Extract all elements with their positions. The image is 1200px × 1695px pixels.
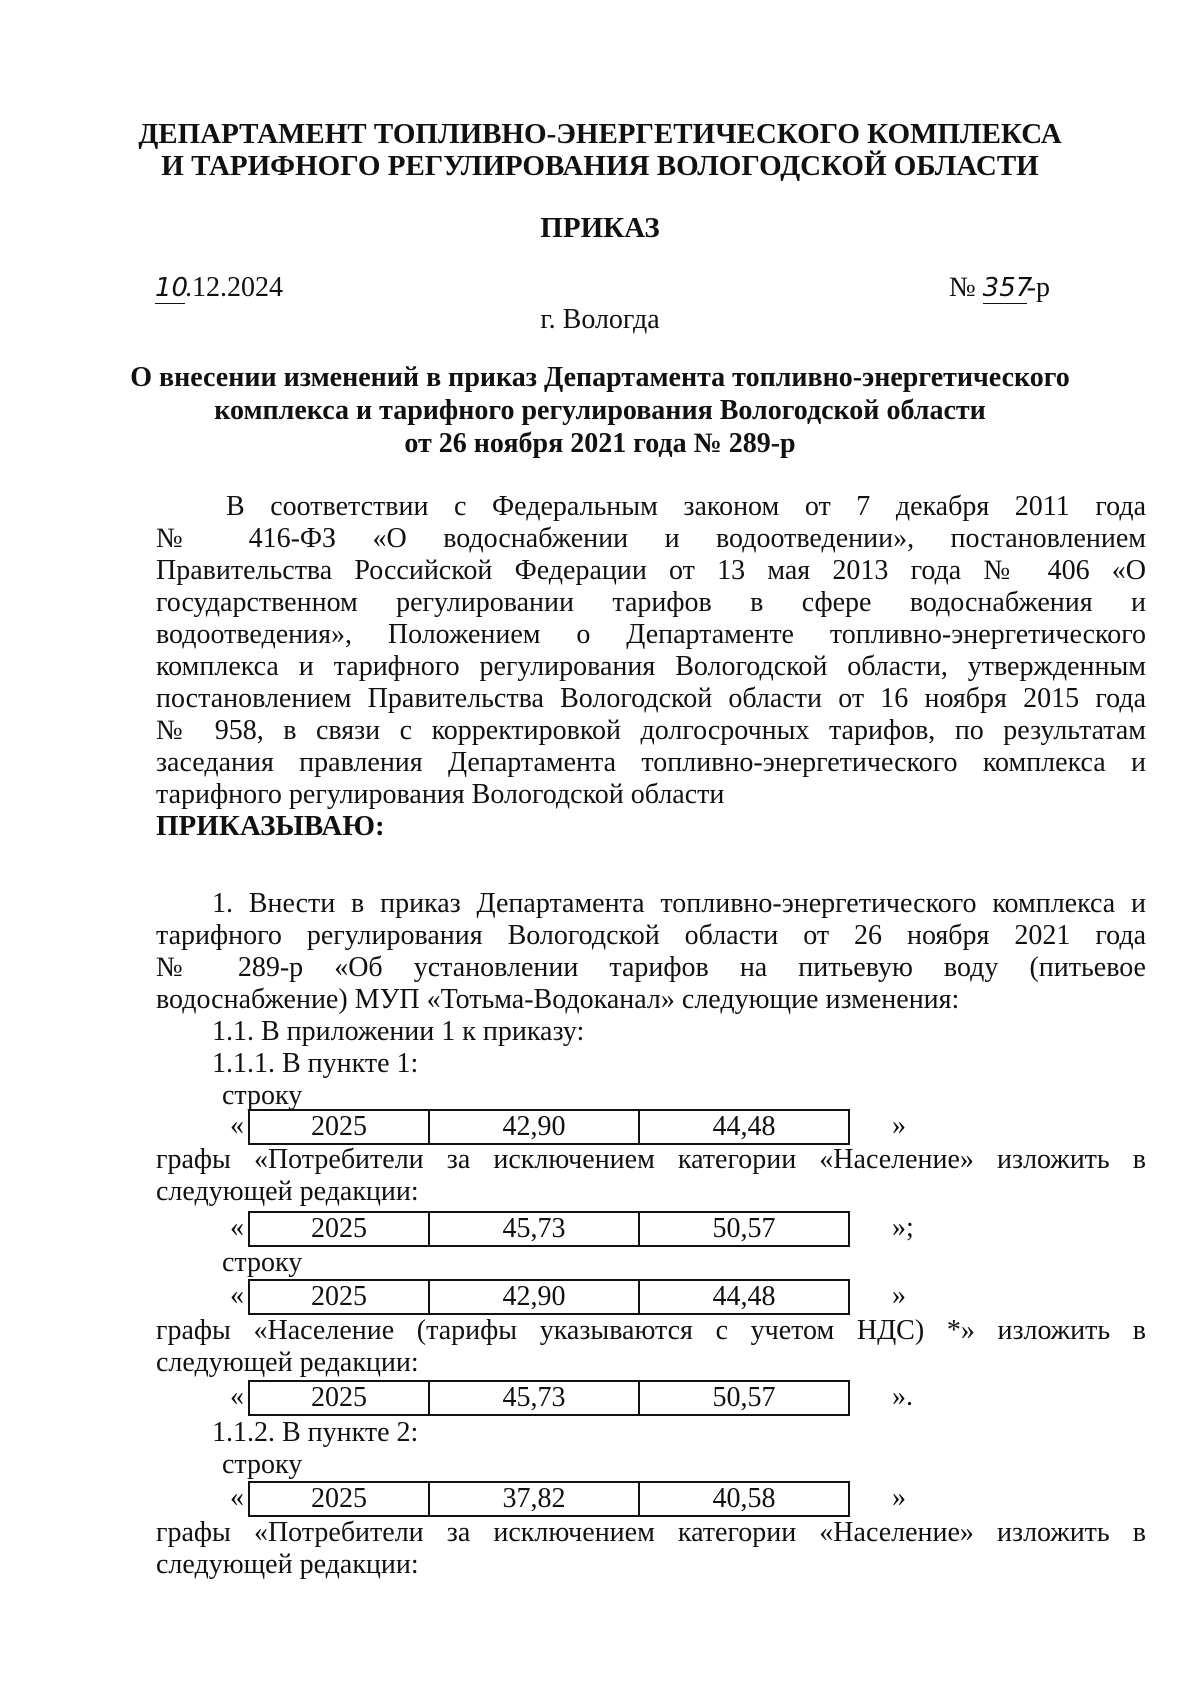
quote-close-dot: ». [892, 1381, 913, 1412]
tariff-row-old-population [248, 1279, 850, 1315]
subitem-1-1-2: 1.1.2. В пункте 2: [212, 1417, 419, 1448]
tariff-cell: 44,48 [639, 1110, 849, 1144]
quote-open: « [230, 1381, 244, 1412]
number-suffix: -р [1026, 272, 1050, 303]
document-date [155, 272, 283, 304]
title-line2: комплекса и тарифного регулирования Вологодской области [214, 395, 986, 426]
year-cell: 2025 [249, 1110, 429, 1144]
label-stroku: строку [222, 1449, 303, 1480]
date-rest: .12.2024 [185, 272, 283, 303]
tariff-cell: 45,73 [429, 1381, 639, 1415]
grafa-consumers-text: графы «Потребители за исключением категории «Население» изложить в [156, 1144, 1146, 1175]
preamble-line: водоотведения», Положением о Департаменте топливно-энергетического [156, 619, 1146, 650]
next-edition-text: следующей редакции: [156, 1176, 419, 1207]
label-stroku: строку [222, 1080, 303, 1111]
preamble-line: Правительства Российской Федерации от 13 мая 2013 года № 406 «О [156, 555, 1146, 586]
tariff-cell: 42,90 [429, 1280, 639, 1314]
tariff-row-old-consumers [248, 1109, 850, 1145]
tariff-cell: 37,82 [429, 1482, 639, 1516]
year-cell: 2025 [249, 1212, 429, 1246]
year-cell: 2025 [249, 1280, 429, 1314]
preamble-line: № 958, в связи с корректировкой долгосрочных тарифов, по результатам [156, 715, 1146, 746]
order-word: ПРИКАЗЫВАЮ: [156, 810, 385, 842]
preamble-line: комплекса и тарифного регулирования Вологодской области, утвержденным [156, 651, 1146, 682]
number-handwritten: 357 [982, 273, 1033, 303]
tariff-cell: 42,90 [429, 1110, 639, 1144]
quote-open: « [230, 1212, 244, 1243]
subitem-1-1-1: 1.1.1. В пункте 1: [212, 1048, 419, 1079]
item1-line: тарифного регулирования Вологодской области от 26 ноября 2021 года [156, 920, 1146, 951]
document-number [949, 272, 1050, 304]
year-cell: 2025 [249, 1482, 429, 1516]
tariff-row-point2-consumers [248, 1481, 850, 1517]
preamble-line: постановлением Правительства Вологодской области от 16 ноября 2015 года [156, 683, 1146, 714]
quote-close: » [892, 1280, 906, 1311]
tariff-cell: 50,57 [639, 1381, 849, 1415]
item1-line: водоснабжение) МУП «Тотьма-Водоканал» следующие изменения: [156, 984, 960, 1015]
tariff-cell: 44,48 [639, 1280, 849, 1314]
preamble-line: государственном регулировании тарифов в сфере водоснабжения и [156, 587, 1146, 618]
date-day-handwritten: 10 [155, 273, 189, 303]
next-edition-text: следующей редакции: [156, 1347, 419, 1378]
quote-close: » [892, 1482, 906, 1513]
preamble-line: тарифного регулирования Вологодской области [156, 779, 725, 810]
tariff-cell: 45,73 [429, 1212, 639, 1246]
department-name-line1: ДЕПАРТАМЕНТ ТОПЛИВНО-ЭНЕРГЕТИЧЕСКОГО КОМПЛЕКСА [138, 118, 1062, 150]
number-prefix: № [948, 272, 976, 303]
item1-line: № 289-р «Об установлении тарифов на питьевую воду (питьевое [156, 952, 1146, 983]
tariff-row-new-population [248, 1380, 850, 1416]
next-edition-text: следующей редакции: [156, 1549, 419, 1580]
title-line1: О внесении изменений в приказ Департамента топливно-энергетического [130, 362, 1070, 393]
quote-open: « [230, 1110, 244, 1141]
preamble-line: заседания правления Департамента топливно-энергетического комплекса и [156, 747, 1146, 778]
grafa-population-text: графы «Население (тарифы указываются с учетом НДС) *» изложить в [156, 1315, 1146, 1346]
quote-open: « [230, 1482, 244, 1513]
title-line3: от 26 ноября 2021 года № 289-р [404, 428, 796, 459]
label-stroku: строку [222, 1247, 303, 1278]
tariff-row-new-consumers [248, 1211, 850, 1247]
quote-open: « [230, 1280, 244, 1311]
department-name-line2: И ТАРИФНОГО РЕГУЛИРОВАНИЯ ВОЛОГОДСКОЙ ОБЛАСТИ [161, 150, 1039, 182]
year-cell: 2025 [249, 1381, 429, 1415]
tariff-cell: 50,57 [639, 1212, 849, 1246]
preamble-line: В соответствии с Федеральным законом от 7 декабря 2011 года [226, 491, 1146, 522]
item1-line: 1. Внести в приказ Департамента топливно-энергетического комплекса и [212, 888, 1146, 919]
quote-close: » [892, 1110, 906, 1141]
grafa-consumers-text: графы «Потребители за исключением категории «Население» изложить в [156, 1517, 1146, 1548]
quote-close-semicolon: »; [892, 1212, 914, 1243]
document-type: ПРИКАЗ [540, 212, 660, 244]
preamble-line: № 416-ФЗ «О водоснабжении и водоотведении», постановлением [156, 523, 1146, 554]
tariff-cell: 40,58 [639, 1482, 849, 1516]
subitem-1-1: 1.1. В приложении 1 к приказу: [212, 1016, 585, 1047]
city: г. Вологда [540, 304, 660, 335]
